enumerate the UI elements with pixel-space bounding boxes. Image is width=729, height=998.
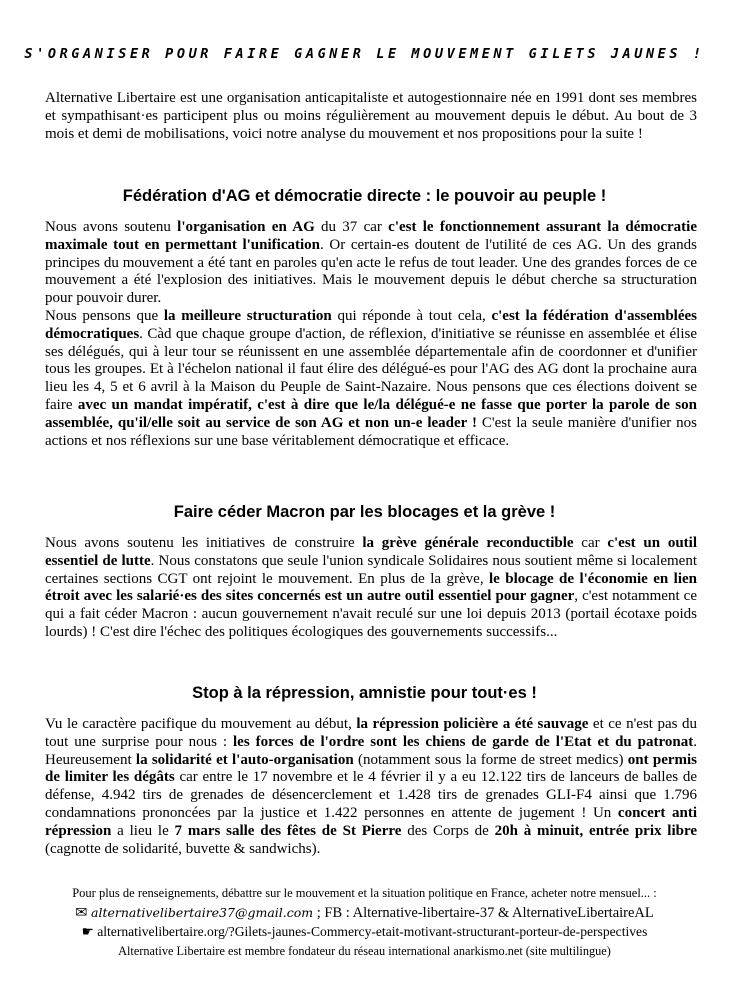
paragraph-federation-1	[45, 219, 697, 308]
bold-run: c'est le fonctionnement assurant la démocratie maximale tout en permettant l'unification	[45, 219, 697, 253]
text-run: Nous pensons que	[45, 307, 164, 324]
bold-run: c'est la fédération d'assemblées démocratiques	[45, 307, 697, 342]
text-run: . Or certain-es doutent de l'utilité de ces AG. Un des grands principes du mouvement a été tant en paroles qu'en acte le refus de tout leader. Une des grandes forces de ce mouvement a été l'explosion des initiatives. Mais le mouvement depuis le début cherche sa structuration pour pouvoir durer.	[45, 236, 697, 307]
bold-run: la grève générale reconductible	[362, 535, 574, 551]
text-run: du 37 car	[314, 219, 389, 235]
facebook-text: ; FB : Alternative-libertaire-37 & AlternativeLibertaireAL	[313, 905, 654, 921]
section-repression	[45, 716, 697, 858]
footer-contact-line	[0, 905, 729, 922]
section-federation	[45, 219, 697, 450]
section-blocages	[45, 535, 697, 642]
text-run: . Nous constatons que seule l'union syndicale Solidaires nous soutient même si localement certaines sections CGT ont rejoint le mouvement. En plus de la grève,	[45, 552, 697, 587]
intro-paragraph: Alternative Libertaire est une organisation anticapitaliste et autogestionnaire née en 1991 dont ses membres et sympathisant·es participent plus ou moins régulièrement au mouvement depuis le début. Au bout de 3 mois et demi de mobilisations, voici notre analyse du mouvement et nos propositions pour la suite !	[45, 90, 697, 142]
bold-run: la répression policière a été sauvage	[356, 716, 589, 732]
text-run: des Corps de	[401, 822, 495, 839]
text-run: car	[573, 535, 608, 551]
paragraph-blocages	[45, 535, 697, 642]
intro-block	[45, 90, 697, 143]
paragraph-federation-2	[45, 308, 697, 450]
text-run: . Càd que chaque groupe d'action, de réflexion, d'initiative se réunisse en assemblée et élise ses délégués, qui à leur tour se réunissent en une assemblée départementale afin de coordonner et d'unifier tous les groupes. Et à l'échelon national il faut élire des délégué-es pour l'AG des AG dont la prochaine aura lieu les 4, 5 et 6 avril à la Maison du Peuple de Saint-Nazaire. Nous pensons que ces élections doivent se faire	[45, 325, 697, 413]
text-run: Nous avons soutenu	[45, 219, 178, 235]
bold-run: avec un mandat impératif, c'est à dire que le/la délégué-e ne fasse que porter la parole de son assemblée, qu'il/elle soit au service de son AG et non un-e leader !	[45, 396, 697, 431]
bold-run: 7 mars salle des fêtes de St Pierre	[174, 822, 402, 839]
bold-run: les forces de l'ordre sont les chiens de garde de l'Etat et du patronat	[233, 733, 694, 750]
paragraph-repression	[45, 716, 697, 858]
text-run: car entre le 17 novembre et le 4 février il y a eu 12.122 tirs de lanceurs de balles de défense, 4.942 tirs de grenades de désencerclement et 1.428 tirs de grenades GLI-F4 ainsi que 1.796 condamnations prononcées par la justice et 1.422 personnes en attente de jugement ! Un	[45, 769, 697, 821]
text-run: qui réponde à tout cela,	[331, 307, 492, 324]
section-heading-federation: Fédération d'AG et démocratie directe : le pouvoir au peuple !	[122, 187, 607, 205]
text-run: (cagnotte de solidarité, buvette & sandwichs).	[45, 840, 321, 857]
bold-run: la meilleure structuration	[163, 307, 332, 324]
bold-run: l'organisation en AG	[177, 219, 315, 235]
contact-email-link[interactable]: alternativelibertaire37@gmail.com	[91, 905, 314, 920]
footer-url-line	[0, 924, 729, 940]
text-run: (notamment sous la forme de street medics)	[353, 751, 628, 768]
article-url-link[interactable]: alternativelibertaire.org/?Gilets-jaunes-Commercy-etait-motivant-structurant-porteur-de-perspectives	[97, 924, 648, 939]
bold-run: concert anti répression	[45, 804, 697, 839]
text-run: C'est la seule manière d'unifier nos actions et nos réflexions sur une base véritablement démocratique et efficace.	[45, 414, 698, 449]
page-title: S'ORGANISER POUR FAIRE GAGNER LE MOUVEMENT GILETS JAUNES !	[24, 46, 705, 62]
pointing-hand-icon: ☛	[81, 924, 94, 940]
text-run: . Heureusement	[45, 733, 697, 768]
bold-run: 20h à minuit, entrée prix libre	[494, 822, 697, 839]
text-run: , c'est notamment ce qui a fait céder Macron : aucun gouvernement n'avait reculé sur une loi depuis 2013 (portail écotaxe poids lourds) ! C'est dire l'échec des politiques écologiques des gouvernements successifs...	[45, 588, 697, 640]
bold-run: c'est un outil essentiel de lutte	[45, 535, 697, 569]
footer-info-line: Pour plus de renseignements, débattre sur le mouvement et la situation politique en France, acheter notre mensuel... :	[72, 886, 657, 900]
envelope-icon: ✉	[75, 905, 88, 921]
bold-run: la solidarité et l'auto-organisation	[135, 751, 354, 768]
text-run: a lieu le	[111, 822, 175, 839]
text-run: Nous avons soutenu les initiatives de construire	[45, 535, 363, 551]
footer-network-line: Alternative Libertaire est membre fondateur du réseau international anarkismo.net (site multilingue)	[118, 944, 611, 958]
section-heading-blocages: Faire céder Macron par les blocages et la grève !	[173, 503, 556, 521]
bold-run: ont permis de limiter les dégâts	[45, 751, 698, 786]
text-run: Vu le caractère pacifique du mouvement au début,	[45, 716, 357, 732]
text-run: et ce n'est pas du tout une surprise pour nous :	[45, 716, 697, 750]
section-heading-repression: Stop à la répression, amnistie pour tout·es !	[192, 684, 537, 702]
bold-run: le blocage de l'économie en lien étroit avec les salarié·es des sites concernés est un autre outil essentiel pour gagner	[45, 570, 697, 605]
